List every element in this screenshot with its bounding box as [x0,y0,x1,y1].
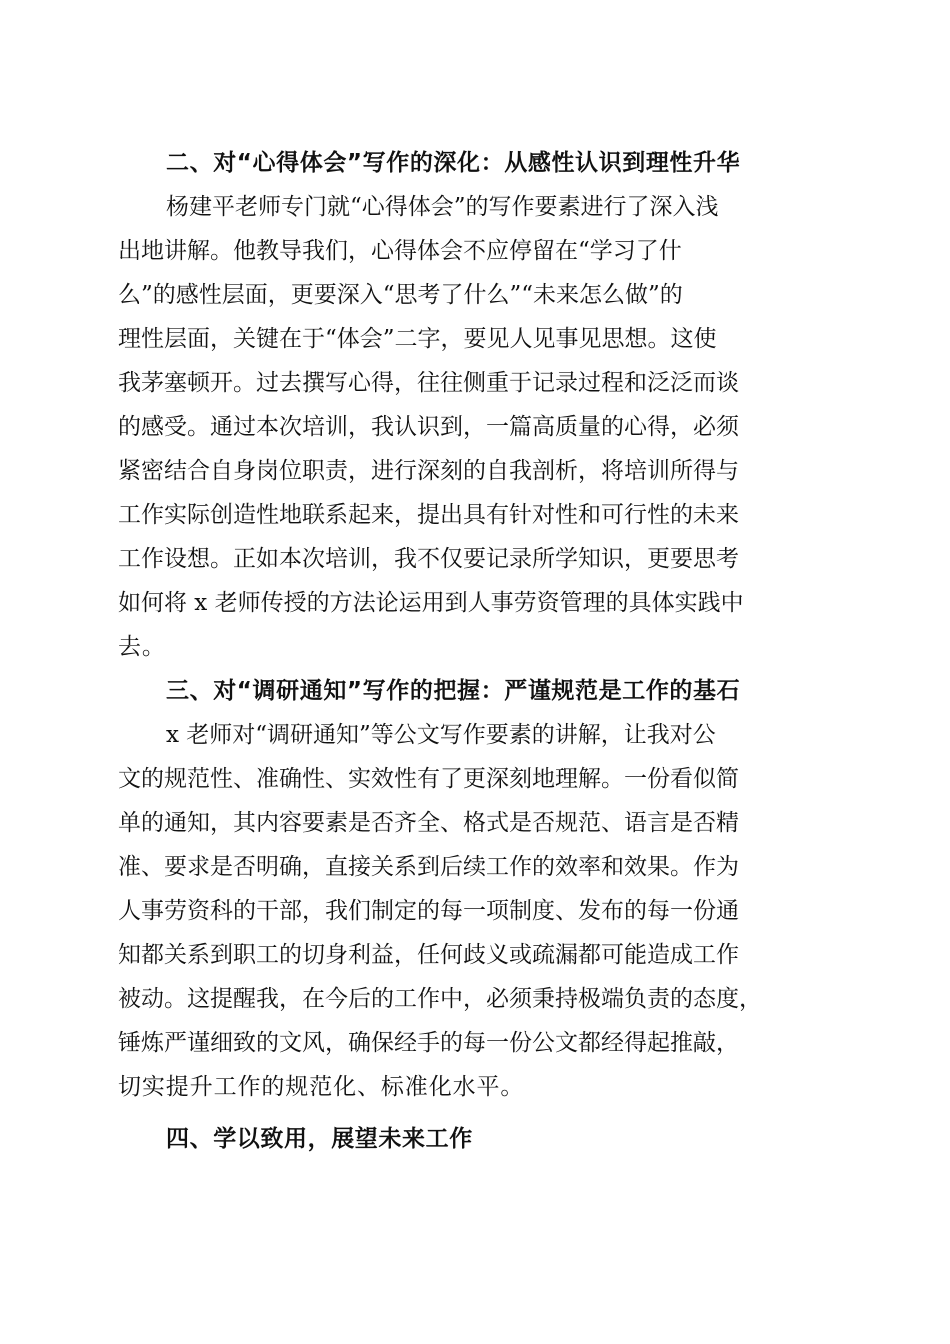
paragraph-line: 工作设想。正如本次培训，我不仅要记录所学知识，更要思考 [118,546,739,572]
paragraph-line: 理性层面，关键在于“体会”二字，要见人见事见思想。这使 [118,326,717,352]
document-body [118,141,830,1161]
paragraph-line: 切实提升工作的规范化、标准化水平。 [118,1074,525,1100]
paragraph-line: 去。 [118,634,166,660]
paragraph-line: 准、要求是否明确，直接关系到后续工作的效率和效果。作为 [118,854,739,880]
paragraph-line: 知都关系到职工的切身利益，任何歧义或疏漏都可能造成工作 [118,942,739,968]
section-3-paragraph [118,713,830,1109]
paragraph-line: 杨建平老师专门就“心得体会”的写作要素进行了深入浅 [166,194,719,220]
paragraph-line: 单的通知，其内容要素是否齐全、格式是否规范、语言是否精 [118,810,739,836]
paragraph-line: 如何将 x 老师传授的方法论运用到人事劳资管理的具体实践中 [118,590,744,616]
paragraph-line: 被动。这提醒我，在今后的工作中，必须秉持极端负责的态度， [118,986,762,1012]
section-heading-4: 四、学以致用，展望未来工作 [166,1126,473,1152]
paragraph-line: 的感受。通过本次培训，我认识到，一篇高质量的心得，必须 [118,414,739,440]
paragraph-line: x 老师对“调研通知”等公文写作要素的讲解，让我对公 [166,722,716,748]
paragraph-line: 工作实际创造性地联系起来，提出具有针对性和可行性的未来 [118,502,739,528]
paragraph-line: 么”的感性层面，更要深入“思考了什么”“未来怎么做”的 [118,282,683,308]
paragraph-line: 紧密结合自身岗位职责，进行深刻的自我剖析，将培训所得与 [118,458,739,484]
section-heading-3: 三、对“调研通知”写作的把握：严谨规范是工作的基石 [166,678,741,704]
section-heading-2: 二、对“心得体会”写作的深化：从感性认识到理性升华 [166,150,741,176]
paragraph-line: 出地讲解。他教导我们，心得体会不应停留在“学习了什 [118,238,682,264]
paragraph-line: 锤炼严谨细致的文风，确保经手的每一份公文都经得起推敲， [118,1030,739,1056]
section-2-paragraph [118,185,830,669]
paragraph-line: 人事劳资科的干部，我们制定的每一项制度、发布的每一份通 [118,898,739,924]
paragraph-line: 我茅塞顿开。过去撰写心得，往往侧重于记录过程和泛泛而谈 [118,370,739,396]
paragraph-line: 文的规范性、准确性、实效性有了更深刻地理解。一份看似简 [118,766,739,792]
